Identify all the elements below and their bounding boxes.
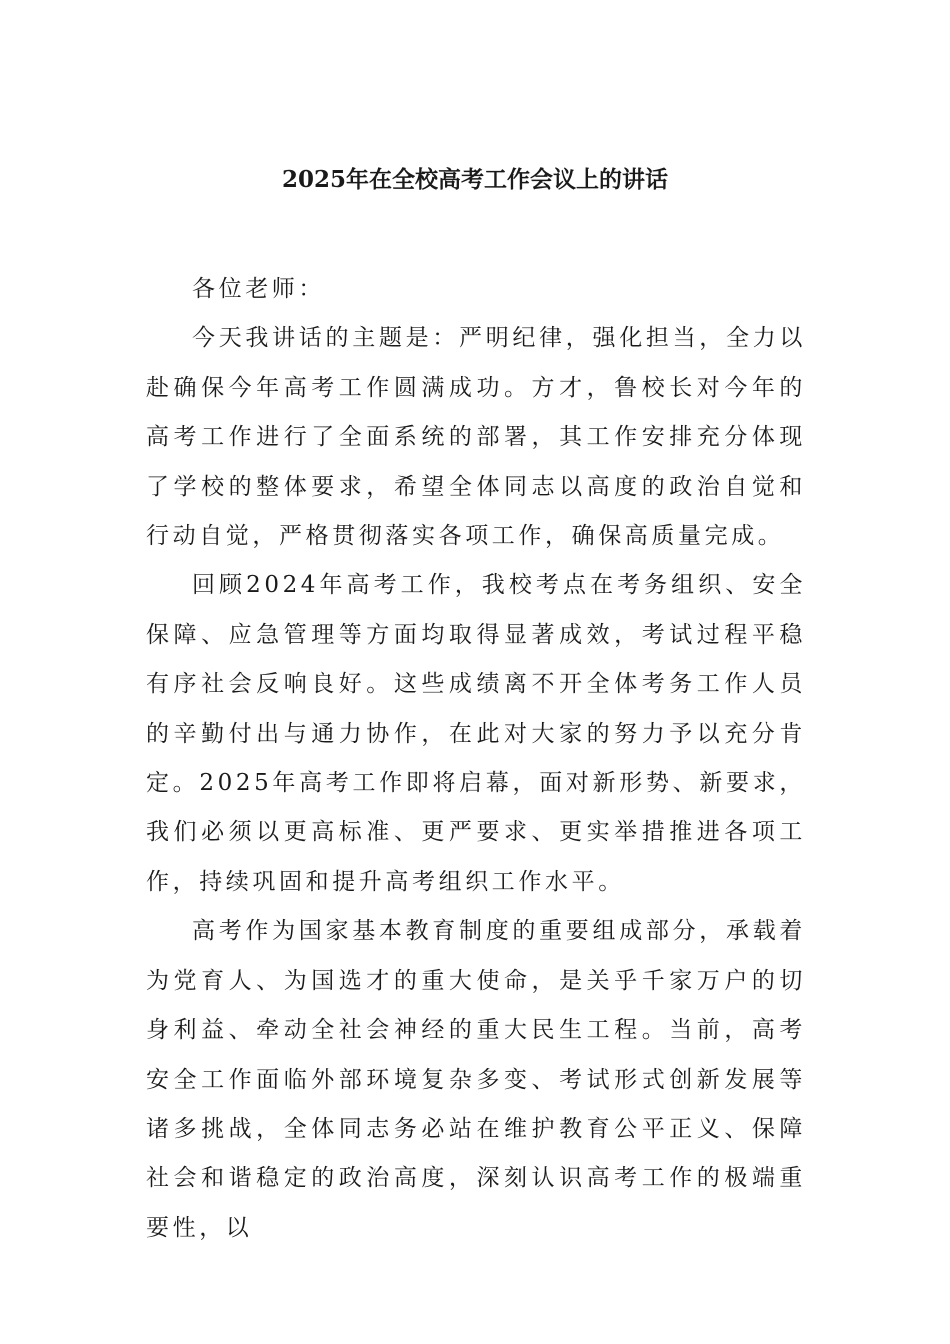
document-title: 2025年在全校高考工作会议上的讲话 [281,166,668,193]
paragraph-3: 高考作为国家基本教育制度的重要组成部分，承载着为党育人、为国选才的重大使命，是关乎千家万户的切身利益、牵动全社会神经的重大民生工程。当前，高考安全工作面临外部环境复杂多变、考试形式创新发展等诸多挑战，全体同志务必站在维护教育公平正义、保障社会和谐稳定的政治高度，深刻认识高考工作的极端重要性，以 [146,918,806,1241]
paragraph-1: 今天我讲话的主题是：严明纪律，强化担当，全力以赴确保今年高考工作圆满成功。方才，鲁校长对今年的高考工作进行了全面系统的部署，其工作安排充分体现了学校的整体要求，希望全体同志以高度的政治自觉和行动自觉，严格贯彻落实各项工作，确保高质量完成。 [146,325,806,550]
document-body [146,265,806,1253]
paragraph-2: 回顾2024年高考工作，我校考点在考务组织、安全保障、应急管理等方面均取得显著成效，考试过程平稳有序社会反响良好。这些成绩离不开全体考务工作人员的辛勤付出与通力协作，在此对大家的努力予以充分肯定。2025年高考工作即将启幕，面对新形势、新要求，我们必须以更高标准、更严要求、更实举措推进各项工作，持续巩固和提升高考组织工作水平。 [146,572,806,895]
salutation: 各位老师： [192,276,325,302]
